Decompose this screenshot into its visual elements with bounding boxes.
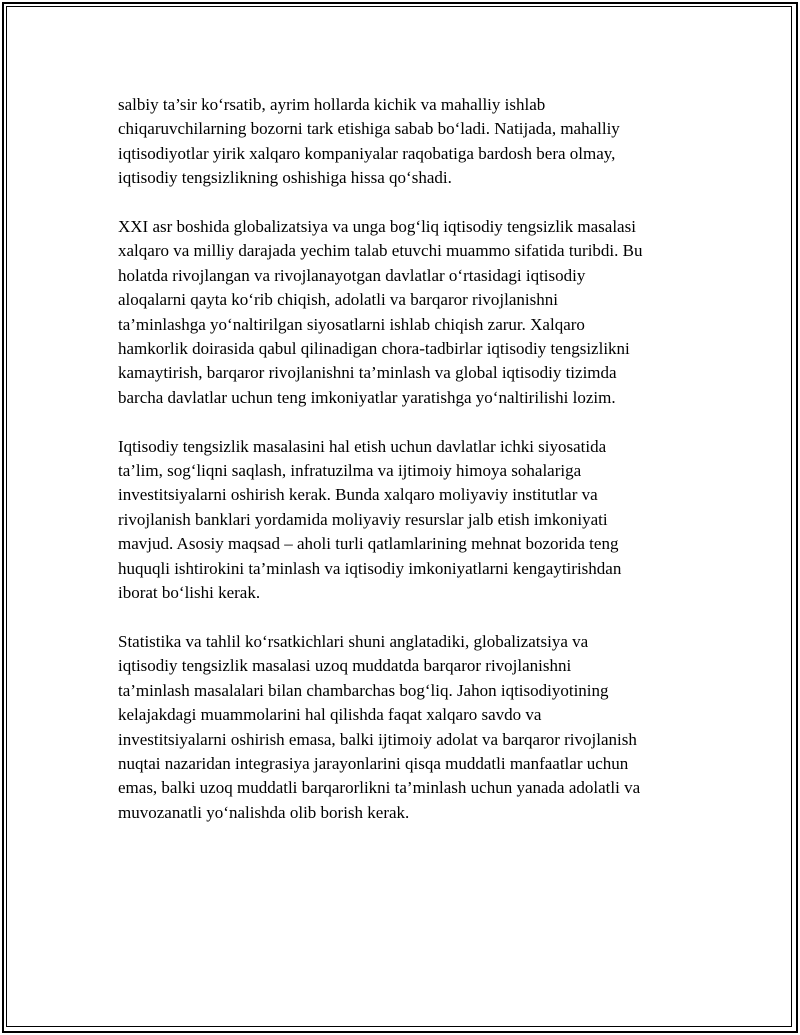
text-line: investitsiyalarni oshirish kerak. Bunda xalqaro moliyaviy institutlar va <box>118 485 598 505</box>
document-body <box>118 93 708 850</box>
text-line: mavjud. Asosiy maqsad – aholi turli qatlamlarining mehnat bozorida teng <box>118 534 619 554</box>
text-line: muvozanatli yo‘nalishda olib borish kerak. <box>118 802 410 822</box>
text-line: salbiy ta’sir ko‘rsatib, ayrim hollarda kichik va mahalliy ishlab <box>118 95 546 114</box>
text-line: ta’minlashga yo‘naltirilgan siyosatlarni ishlab chiqish zarur. Xalqaro <box>118 314 585 334</box>
text-line: aloqalarni qayta ko‘rib chiqish, adolatli va barqaror rivojlanishni <box>118 290 558 310</box>
text-line: hamkorlik doirasida qabul qilinadigan chora-tadbirlar iqtisodiy tengsizlikni <box>118 339 630 359</box>
text-line: xalqaro va milliy darajada yechim talab etuvchi muammo sifatida turibdi. Bu <box>118 241 643 261</box>
text-line: iqtisodiyotlar yirik xalqaro kompaniyalar raqobatiga bardosh bera olmay, <box>118 143 616 163</box>
text-line: chiqaruvchilarning bozorni tark etishiga sabab bo‘ladi. Natijada, mahalliy <box>118 119 620 139</box>
text-line: Iqtisodiy tengsizlik masalasini hal etish uchun davlatlar ichki siyosatida <box>118 436 607 456</box>
text-line: ta’minlash masalalari bilan chambarchas bog‘liq. Jahon iqtisodiyotining <box>118 680 609 700</box>
text-line: emas, balki uzoq muddatli barqarorlikni ta’minlash uchun yanada adolatli va <box>118 778 641 798</box>
text-line: XXI asr boshida globalizatsiya va unga bog‘liq iqtisodiy tengsizlik masalasi <box>118 217 636 237</box>
text-line: kelajakdagi muammolarini hal qilishda faqat xalqaro savdo va <box>118 705 542 725</box>
text-line: ta’lim, sog‘liqni saqlash, infratuzilma va ijtimoiy himoya sohalariga <box>118 461 582 481</box>
paragraph-2 <box>118 215 708 410</box>
text-line: iborat bo‘lishi kerak. <box>118 583 261 603</box>
text-line: investitsiyalarni oshirish emasa, balki ijtimoiy adolat va barqaror rivojlanish <box>118 729 637 749</box>
text-line: kamaytirish, barqaror rivojlanishni ta’minlash va global iqtisodiy tizimda <box>118 363 617 383</box>
text-line: barcha davlatlar uchun teng imkoniyatlar yaratishga yo‘naltirilishi lozim. <box>118 387 616 407</box>
text-line: rivojlanish banklari yordamida moliyaviy resurslar jalb etish imkoniyati <box>118 509 608 529</box>
text-line: holatda rivojlangan va rivojlanayotgan davlatlar o‘rtasidagi iqtisodiy <box>118 265 586 285</box>
text-line: iqtisodiy tengsizlik masalasi uzoq muddatda barqaror rivojlanishni <box>118 656 572 676</box>
paragraph-3 <box>118 435 708 606</box>
text-line: huquqli ishtirokini ta’minlash va iqtisodiy imkoniyatlarni kengaytirishdan <box>118 558 622 578</box>
paragraph-4 <box>118 630 708 825</box>
text-line: Statistika va tahlil ko‘rsatkichlari shuni anglatadiki, globalizatsiya va <box>118 631 589 651</box>
paragraph-1 <box>118 93 708 191</box>
text-line: iqtisodiy tengsizlikning oshishiga hissa qo‘shadi. <box>118 168 452 188</box>
text-line: nuqtai nazaridan integrasiya jarayonlarini qisqa muddatli manfaatlar uchun <box>118 753 629 773</box>
